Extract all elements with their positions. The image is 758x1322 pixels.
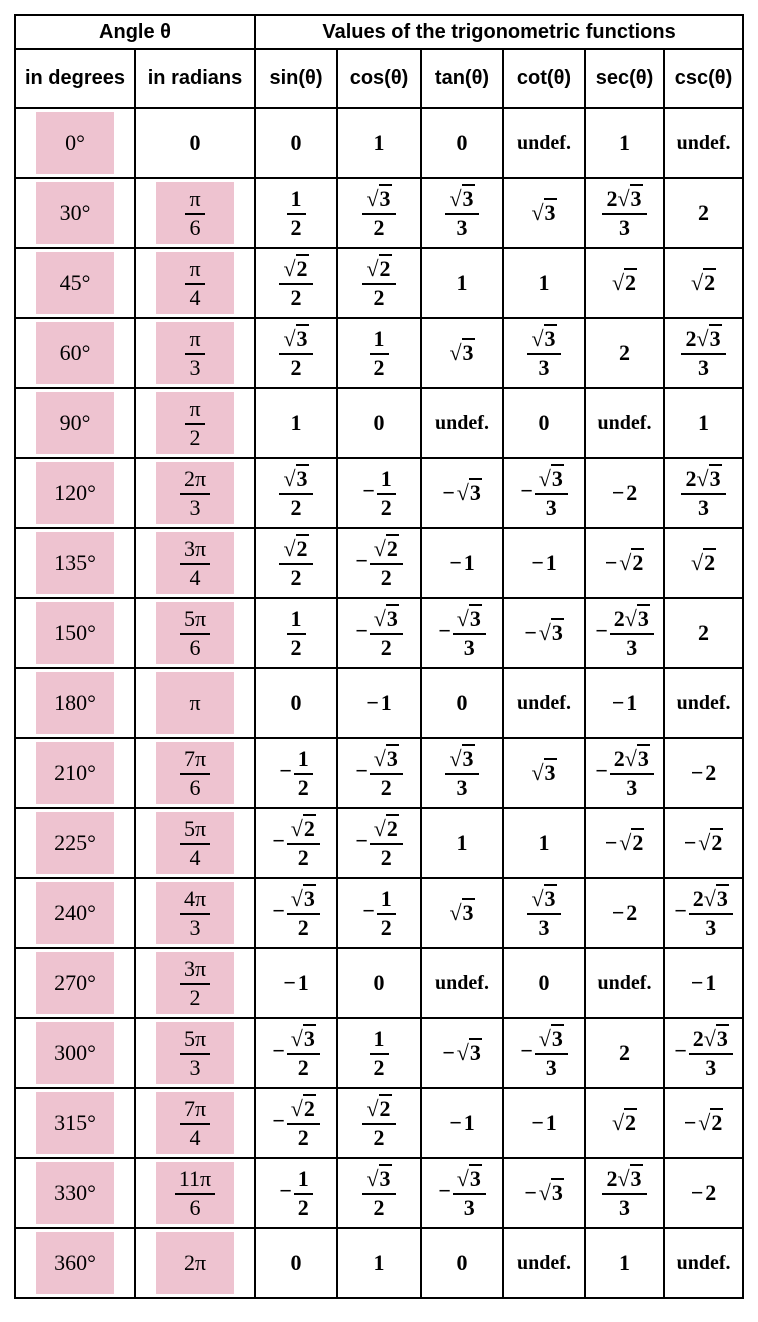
- sec-value: −√2: [585, 528, 664, 598]
- radian-value: $\frac{11\pi}{6}$: [156, 1162, 234, 1224]
- radian-cell: [135, 1088, 255, 1158]
- tan-value: √3: [421, 318, 503, 388]
- radian-cell: [135, 248, 255, 318]
- tan-value: $\frac{√3}{3}$: [421, 178, 503, 248]
- radian-value: $\frac{\pi}{4}$: [156, 252, 234, 314]
- tan-value: √3: [421, 878, 503, 948]
- table-row: [15, 948, 743, 1018]
- csc-value: √2: [664, 528, 743, 598]
- tan-value: 1: [421, 248, 503, 318]
- degree-cell: [15, 1088, 135, 1158]
- sec-value: − $\frac{2√3}{3}$: [585, 738, 664, 808]
- sin-value: − $\frac{1}{2}$: [255, 738, 337, 808]
- csc-value: undef.: [664, 668, 743, 738]
- radian-cell: [135, 1018, 255, 1088]
- radian-cell: [135, 178, 255, 248]
- csc-value: √2: [664, 248, 743, 318]
- degree-value: 330°: [36, 1162, 114, 1224]
- csc-value: −2: [664, 1158, 743, 1228]
- csc-value: undef.: [664, 1228, 743, 1298]
- cot-value: 1: [503, 808, 585, 878]
- tan-value: 0: [421, 1228, 503, 1298]
- csc-value: 1: [664, 388, 743, 458]
- radian-value: $\frac{4\pi}{3}$: [156, 882, 234, 944]
- cos-value: 1: [337, 1228, 421, 1298]
- degree-value: 270°: [36, 952, 114, 1014]
- degree-value: 90°: [36, 392, 114, 454]
- table-row: [15, 318, 743, 388]
- sec-value: 2: [585, 1018, 664, 1088]
- radian-cell: [135, 318, 255, 388]
- radian-value: $\frac{\pi}{3}$: [156, 322, 234, 384]
- radian-value: $\frac{3\pi}{4}$: [156, 532, 234, 594]
- degree-cell: [15, 598, 135, 668]
- csc-value: − $\frac{2√3}{3}$: [664, 1018, 743, 1088]
- sin-value: − $\frac{1}{2}$: [255, 1158, 337, 1228]
- radians-header: in radians: [135, 49, 255, 108]
- sec-value: √2: [585, 1088, 664, 1158]
- tan-value: undef.: [421, 388, 503, 458]
- radian-cell: [135, 458, 255, 528]
- csc-value: −1: [664, 948, 743, 1018]
- degree-value: 60°: [36, 322, 114, 384]
- sin-value: $\frac{1}{2}$: [255, 178, 337, 248]
- sec-value: −2: [585, 878, 664, 948]
- cos-value: − $\frac{√2}{2}$: [337, 808, 421, 878]
- radian-cell: [135, 108, 255, 178]
- sin-header: sin(θ): [255, 49, 337, 108]
- tan-value: −1: [421, 528, 503, 598]
- tan-value: 0: [421, 108, 503, 178]
- degree-cell: [15, 1228, 135, 1298]
- sin-value: $\frac{1}{2}$: [255, 598, 337, 668]
- table-row: [15, 668, 743, 738]
- cos-value: 0: [337, 948, 421, 1018]
- degree-cell: [15, 528, 135, 598]
- tan-header: tan(θ): [421, 49, 503, 108]
- tan-value: undef.: [421, 948, 503, 1018]
- degree-cell: [15, 388, 135, 458]
- radian-value: $\frac{5\pi}{4}$: [156, 812, 234, 874]
- cot-value: − $\frac{√3}{3}$: [503, 458, 585, 528]
- cot-header: cot(θ): [503, 49, 585, 108]
- table-row: [15, 1228, 743, 1298]
- degree-cell: [15, 808, 135, 878]
- cos-value: $\frac{√2}{2}$: [337, 248, 421, 318]
- degree-value: 210°: [36, 742, 114, 804]
- cos-value: −1: [337, 668, 421, 738]
- tan-value: −√3: [421, 1018, 503, 1088]
- degree-value: 45°: [36, 252, 114, 314]
- degree-value: 225°: [36, 812, 114, 874]
- radian-cell: [135, 948, 255, 1018]
- degree-value: 30°: [36, 182, 114, 244]
- cos-value: − $\frac{1}{2}$: [337, 458, 421, 528]
- radian-value: $\frac{5\pi}{6}$: [156, 602, 234, 664]
- degree-value: 315°: [36, 1092, 114, 1154]
- cot-value: √3: [503, 178, 585, 248]
- radian-value: 0: [189, 130, 201, 155]
- degree-value: 360°: [36, 1232, 114, 1294]
- trig-values-table: [14, 14, 744, 1299]
- radian-cell: [135, 1158, 255, 1228]
- cot-value: −1: [503, 1088, 585, 1158]
- csc-value: $\frac{2√3}{3}$: [664, 318, 743, 388]
- sin-value: − $\frac{√3}{2}$: [255, 878, 337, 948]
- sec-value: −1: [585, 668, 664, 738]
- cot-value: undef.: [503, 668, 585, 738]
- table-row: [15, 178, 743, 248]
- cot-value: −√3: [503, 598, 585, 668]
- sec-value: 2: [585, 318, 664, 388]
- sec-value: −√2: [585, 808, 664, 878]
- degree-cell: [15, 1018, 135, 1088]
- table-row: [15, 108, 743, 178]
- cos-header: cos(θ): [337, 49, 421, 108]
- table-row: [15, 1018, 743, 1088]
- radian-value: $\frac{7\pi}{6}$: [156, 742, 234, 804]
- cot-value: 1: [503, 248, 585, 318]
- degree-cell: [15, 738, 135, 808]
- degree-cell: [15, 668, 135, 738]
- radian-cell: [135, 528, 255, 598]
- sin-value: −1: [255, 948, 337, 1018]
- sec-value: − $\frac{2√3}{3}$: [585, 598, 664, 668]
- table-row: [15, 738, 743, 808]
- csc-value: −√2: [664, 1088, 743, 1158]
- table-body: [15, 108, 743, 1298]
- radian-cell: [135, 668, 255, 738]
- radian-value: $\frac{3\pi}{2}$: [156, 952, 234, 1014]
- degree-value: 300°: [36, 1022, 114, 1084]
- degree-cell: [15, 108, 135, 178]
- sec-value: 1: [585, 1228, 664, 1298]
- csc-value: −√2: [664, 808, 743, 878]
- sin-value: 0: [255, 1228, 337, 1298]
- radian-value: $\frac{5\pi}{3}$: [156, 1022, 234, 1084]
- sec-value: −2: [585, 458, 664, 528]
- sin-value: 1: [255, 388, 337, 458]
- cot-value: undef.: [503, 1228, 585, 1298]
- tan-value: − $\frac{√3}{3}$: [421, 1158, 503, 1228]
- sec-value: $\frac{2√3}{3}$: [585, 1158, 664, 1228]
- sec-header: sec(θ): [585, 49, 664, 108]
- tan-value: −1: [421, 1088, 503, 1158]
- cos-value: $\frac{1}{2}$: [337, 1018, 421, 1088]
- table-row: [15, 528, 743, 598]
- sin-value: − $\frac{√3}{2}$: [255, 1018, 337, 1088]
- cot-value: 0: [503, 948, 585, 1018]
- degree-cell: [15, 1158, 135, 1228]
- cot-value: −√3: [503, 1158, 585, 1228]
- cot-value: √3: [503, 738, 585, 808]
- cos-value: $\frac{√3}{2}$: [337, 1158, 421, 1228]
- cos-value: $\frac{√3}{2}$: [337, 178, 421, 248]
- radian-value: $\frac{\pi}{6}$: [156, 182, 234, 244]
- degree-value: 135°: [36, 532, 114, 594]
- degree-cell: [15, 458, 135, 528]
- tan-value: − $\frac{√3}{3}$: [421, 598, 503, 668]
- radian-cell: [135, 808, 255, 878]
- radian-cell: [135, 738, 255, 808]
- csc-value: −2: [664, 738, 743, 808]
- sec-value: √2: [585, 248, 664, 318]
- sin-value: 0: [255, 108, 337, 178]
- csc-value: $\frac{2√3}{3}$: [664, 458, 743, 528]
- table-row: [15, 598, 743, 668]
- sec-value: undef.: [585, 948, 664, 1018]
- tan-value: 0: [421, 668, 503, 738]
- sin-value: − $\frac{√2}{2}$: [255, 1088, 337, 1158]
- cos-value: 0: [337, 388, 421, 458]
- sin-value: $\frac{√3}{2}$: [255, 458, 337, 528]
- degree-cell: [15, 878, 135, 948]
- table-row: [15, 1158, 743, 1228]
- degree-value: 150°: [36, 602, 114, 664]
- sin-value: $\frac{√2}{2}$: [255, 248, 337, 318]
- cos-value: − $\frac{√3}{2}$: [337, 738, 421, 808]
- csc-value: 2: [664, 598, 743, 668]
- sin-value: 0: [255, 668, 337, 738]
- cos-value: − $\frac{1}{2}$: [337, 878, 421, 948]
- table-row: [15, 878, 743, 948]
- csc-value: 2: [664, 178, 743, 248]
- csc-value: undef.: [664, 108, 743, 178]
- sec-value: $\frac{2√3}{3}$: [585, 178, 664, 248]
- tan-value: 1: [421, 808, 503, 878]
- cot-value: 0: [503, 388, 585, 458]
- cot-value: − $\frac{√3}{3}$: [503, 1018, 585, 1088]
- tan-value: $\frac{√3}{3}$: [421, 738, 503, 808]
- cos-value: $\frac{1}{2}$: [337, 318, 421, 388]
- radian-value: π: [156, 672, 234, 734]
- table-row: [15, 248, 743, 318]
- sec-value: undef.: [585, 388, 664, 458]
- radian-value: $\frac{7\pi}{4}$: [156, 1092, 234, 1154]
- cot-value: $\frac{√3}{3}$: [503, 878, 585, 948]
- radian-value: $\frac{2\pi}{3}$: [156, 462, 234, 524]
- values-header: Values of the trigonometric functions: [255, 15, 743, 49]
- cos-value: $\frac{√2}{2}$: [337, 1088, 421, 1158]
- cot-value: undef.: [503, 108, 585, 178]
- sin-value: − $\frac{√2}{2}$: [255, 808, 337, 878]
- radian-cell: [135, 388, 255, 458]
- sin-value: $\frac{√2}{2}$: [255, 528, 337, 598]
- table-row: [15, 388, 743, 458]
- table-row: [15, 1088, 743, 1158]
- sin-value: $\frac{√3}{2}$: [255, 318, 337, 388]
- table-row: [15, 808, 743, 878]
- cot-value: $\frac{√3}{3}$: [503, 318, 585, 388]
- degree-cell: [15, 178, 135, 248]
- radian-cell: [135, 878, 255, 948]
- tan-value: −√3: [421, 458, 503, 528]
- table-row: [15, 458, 743, 528]
- cot-value: −1: [503, 528, 585, 598]
- degree-value: 180°: [36, 672, 114, 734]
- radian-value: $\frac{\pi}{2}$: [156, 392, 234, 454]
- csc-value: − $\frac{2√3}{3}$: [664, 878, 743, 948]
- degree-cell: [15, 248, 135, 318]
- cos-value: − $\frac{√3}{2}$: [337, 598, 421, 668]
- cos-value: 1: [337, 108, 421, 178]
- angle-header: Angle θ: [15, 15, 255, 49]
- degree-value: 0°: [36, 112, 114, 174]
- sec-value: 1: [585, 108, 664, 178]
- degree-cell: [15, 948, 135, 1018]
- degrees-header: in degrees: [15, 49, 135, 108]
- radian-cell: [135, 598, 255, 668]
- degree-value: 240°: [36, 882, 114, 944]
- radian-cell: [135, 1228, 255, 1298]
- csc-header: csc(θ): [664, 49, 743, 108]
- cos-value: − $\frac{√2}{2}$: [337, 528, 421, 598]
- radian-value: 2π: [156, 1232, 234, 1294]
- degree-cell: [15, 318, 135, 388]
- degree-value: 120°: [36, 462, 114, 524]
